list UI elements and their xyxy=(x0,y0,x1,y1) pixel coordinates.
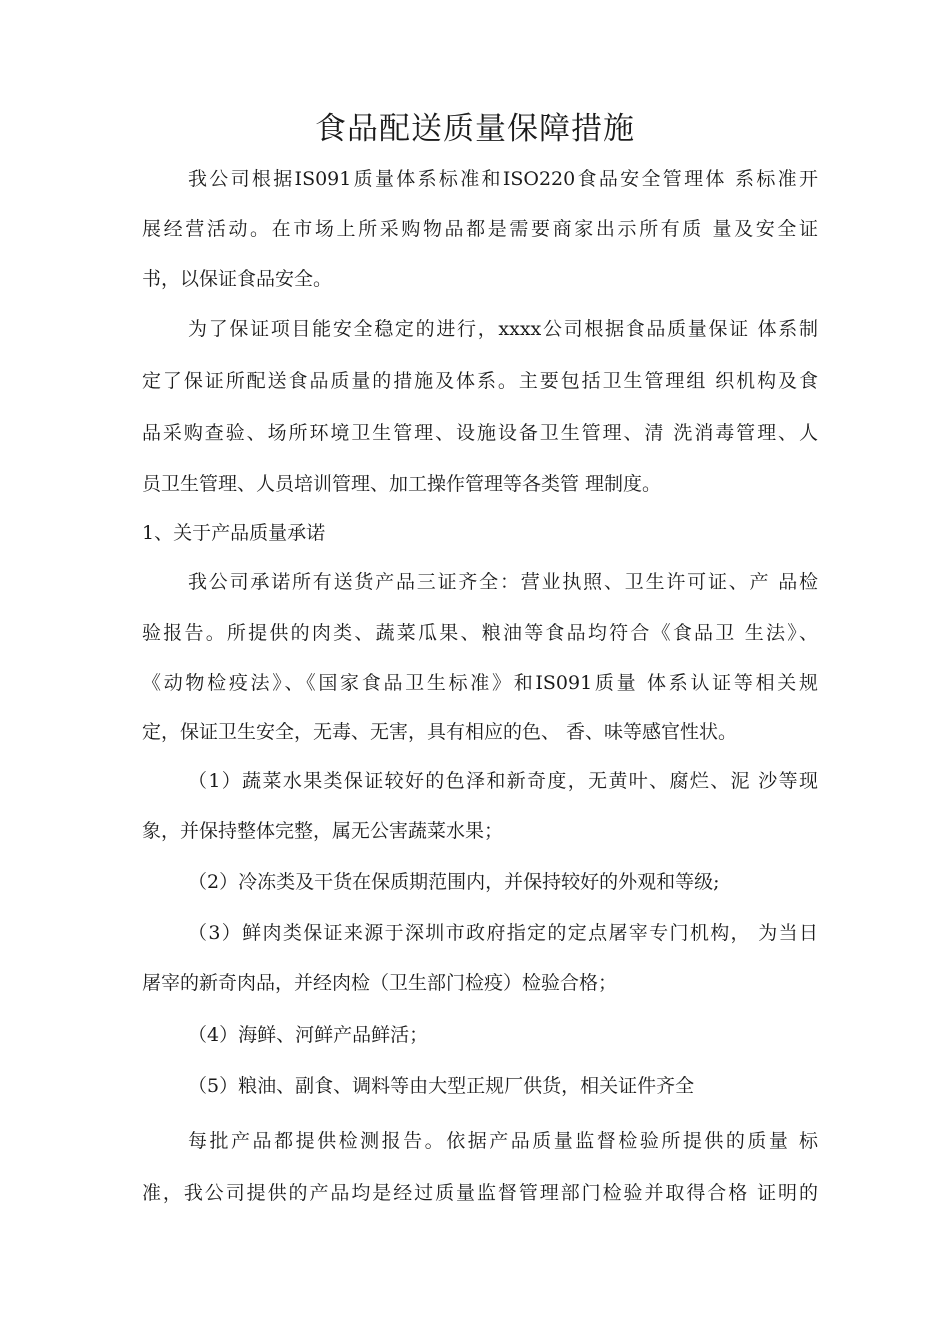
body-line: 品采购查验、场所环境卫生管理、设施设备卫生管理、清 洗消毒管理、人 xyxy=(142,422,818,444)
body-line: 员卫生管理、人员培训管理、加工操作管理等各类管 理制度。 xyxy=(142,473,662,495)
body-line: 为了保证项目能安全稳定的进行，xxxx公司根据食品质量保证 体系制 xyxy=(188,318,818,340)
body-line: 书，以保证食品安全。 xyxy=(142,268,333,290)
list-item-line: （3）鲜肉类保证来源于深圳市政府指定的定点屠宰专门机构， 为当日 xyxy=(188,922,818,944)
body-line: 验报告。所提供的肉类、蔬菜瓜果、粮油等食品均符合《食品卫 生法》、 xyxy=(142,622,818,644)
body-line: 定了保证所配送食品质量的措施及体系。主要包括卫生管理组 织机构及食 xyxy=(142,370,818,392)
body-line: 准，我公司提供的产品均是经过质量监督管理部门检验并取得合格 证明的 xyxy=(142,1182,818,1204)
list-item-line: （5）粮油、副食、调料等由大型正规厂供货，相关证件齐全 xyxy=(188,1075,695,1097)
body-line: 展经营活动。在市场上所采购物品都是需要商家出示所有质 量及安全证 xyxy=(142,218,818,240)
body-line: 每批产品都提供检测报告。依据产品质量监督检验所提供的质量 标 xyxy=(188,1130,818,1152)
document-title: 食品配送质量保障措施 xyxy=(315,111,635,147)
list-item-line: 屠宰的新奇肉品，并经肉检（卫生部门检疫）检验合格； xyxy=(142,972,618,994)
body-line: 我公司根据IS091质量体系标准和ISO220食品安全管理体 系标准开 xyxy=(188,168,818,190)
body-line: 《动物检疫法》、《国家食品卫生标准》和IS091质量 体系认证等相关规 xyxy=(142,672,818,694)
body-line: 定，保证卫生安全，无毒、无害，具有相应的色、 香、味等感官性状。 xyxy=(142,721,738,743)
list-item-line: （1）蔬菜水果类保证较好的色泽和新奇度，无黄叶、腐烂、泥 沙等现 xyxy=(188,770,818,792)
body-line: 我公司承诺所有送货产品三证齐全：营业执照、卫生许可证、产 品检 xyxy=(188,571,818,593)
list-item-line: 象，并保持整体完整，属无公害蔬菜水果； xyxy=(142,820,504,842)
list-item-line: （2）冷冻类及干货在保质期范围内，并保持较好的外观和等级; xyxy=(188,871,720,893)
section-heading: 1、关于产品质量承诺 xyxy=(142,522,326,544)
list-item-line: （4）海鲜、河鲜产品鲜活； xyxy=(188,1024,429,1046)
